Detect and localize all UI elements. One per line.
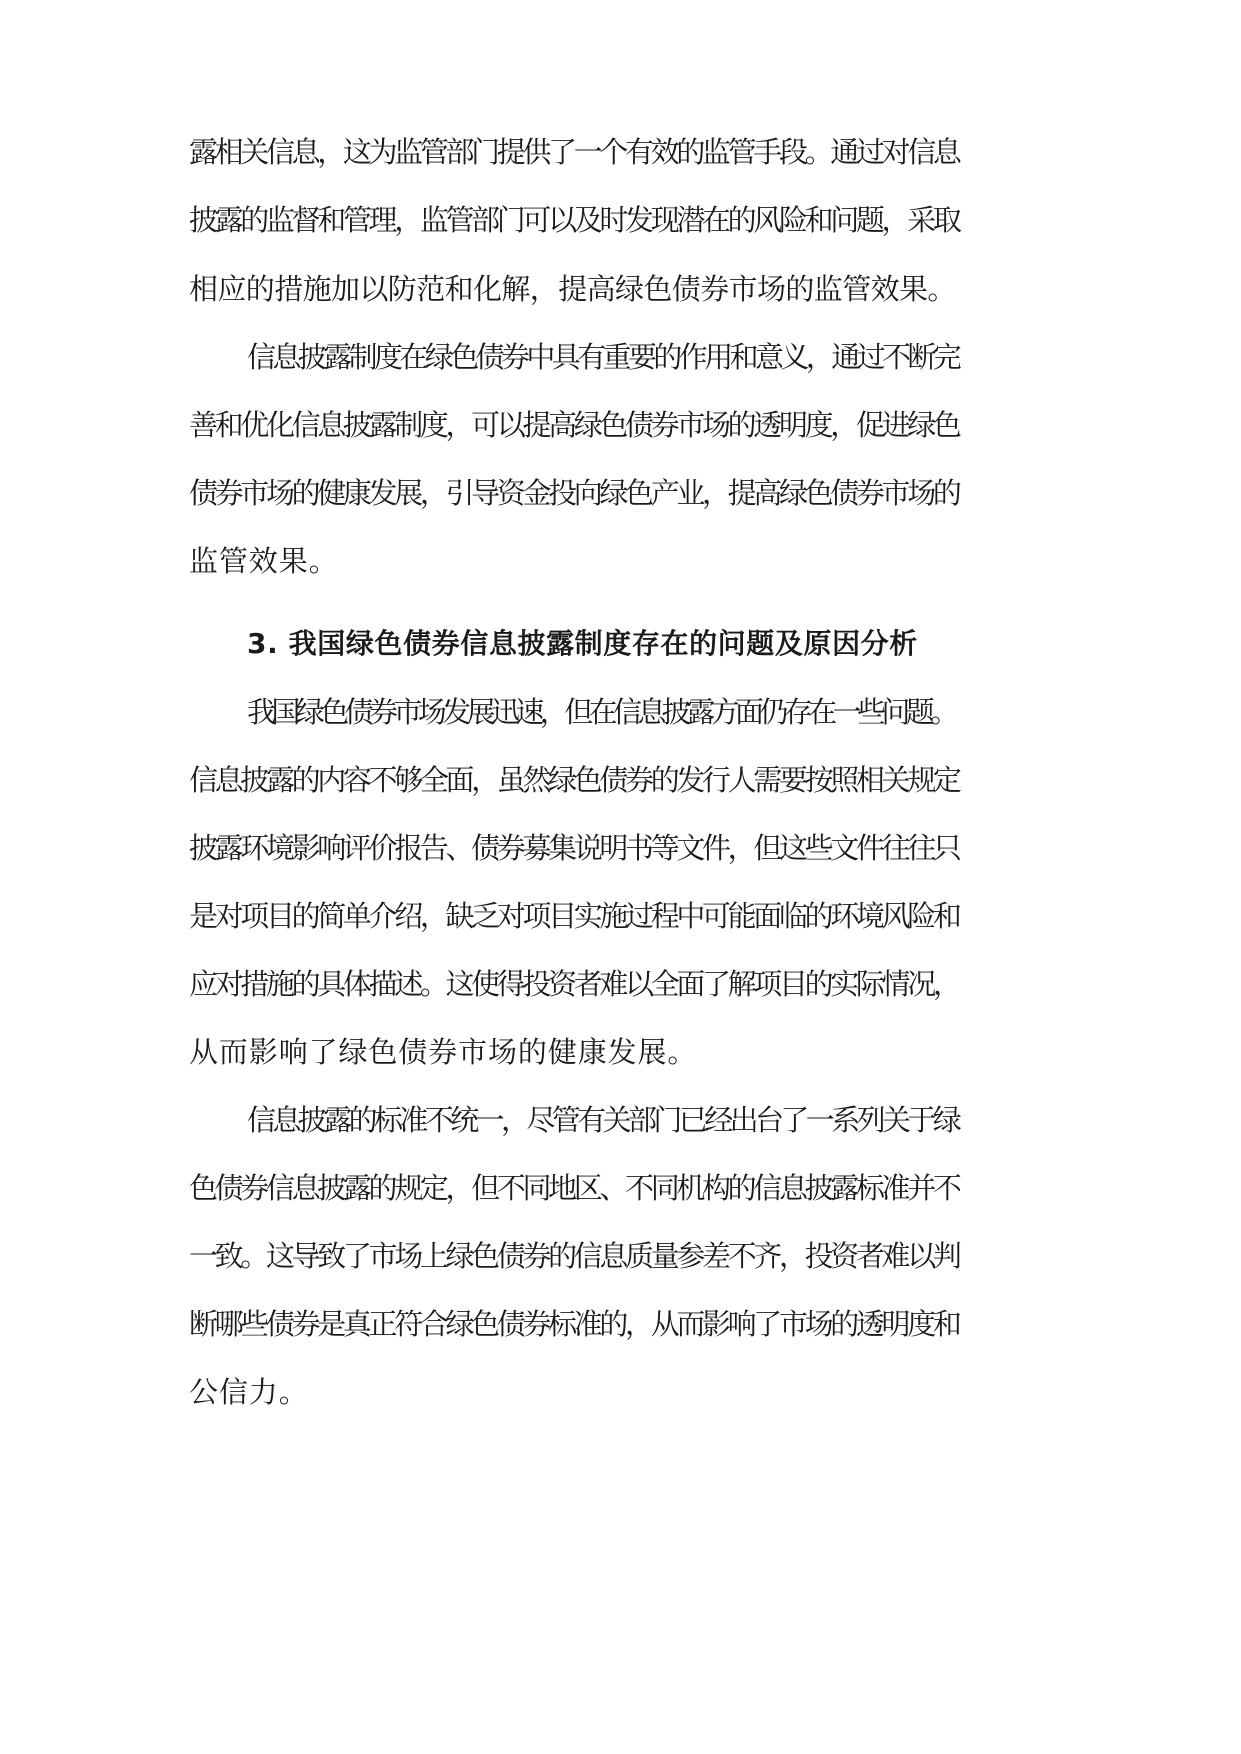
paragraph-line: 是对项目的简单介绍，缺乏对项目实施过程中可能面临的环境风险和: [189, 899, 959, 933]
paragraph-line: 信息披露的内容不够全面，虽然绿色债券的发行人需要按照相关规定: [189, 763, 959, 797]
paragraph-line: 相应的措施加以防范和化解，提高绿色债券市场的监管效果。: [189, 272, 956, 306]
paragraph-line: 善和优化信息披露制度，可以提高绿色债券市场的透明度，促进绿色: [189, 408, 959, 442]
paragraph-line: 应对措施的具体描述。这使得投资者难以全面了解项目的实际情况，: [189, 967, 959, 1001]
paragraph-line: 债券市场的健康发展，引导资金投向绿色产业，提高绿色债券市场的: [189, 476, 959, 510]
paragraph-line: 从而影响了绿色债券市场的健康发展。: [189, 1035, 698, 1069]
paragraph-line: 断哪些债券是真正符合绿色债券标准的，从而影响了市场的透明度和: [189, 1307, 959, 1341]
paragraph-line: 信息披露制度在绿色债券中具有重要的作用和意义，通过不断完: [247, 340, 959, 374]
section-heading: 3. 我国绿色债券信息披露制度存在的问题及原因分析: [247, 627, 918, 660]
paragraph-line: 披露环境影响评价报告、债券募集说明书等文件，但这些文件往往只: [189, 831, 959, 865]
paragraph-line: 信息披露的标准不统一，尽管有关部门已经出台了一系列关于绿: [247, 1103, 959, 1137]
paragraph-line: 我国绿色债券市场发展迅速，但在信息披露方面仍存在一些问题。: [247, 695, 955, 729]
paragraph-line: 露相关信息，这为监管部门提供了一个有效的监管手段。通过对信息: [189, 135, 959, 169]
paragraph-line: 色债券信息披露的规定，但不同地区、不同机构的信息披露标准并不: [189, 1171, 959, 1205]
paragraph-line: 披露的监督和管理，监管部门可以及时发现潜在的风险和问题，采取: [189, 203, 959, 237]
paragraph-line: 监管效果。: [189, 544, 339, 578]
paragraph-line: 一致。这导致了市场上绿色债券的信息质量参差不齐，投资者难以判: [189, 1239, 959, 1273]
paragraph-line: 公信力。: [189, 1375, 309, 1409]
